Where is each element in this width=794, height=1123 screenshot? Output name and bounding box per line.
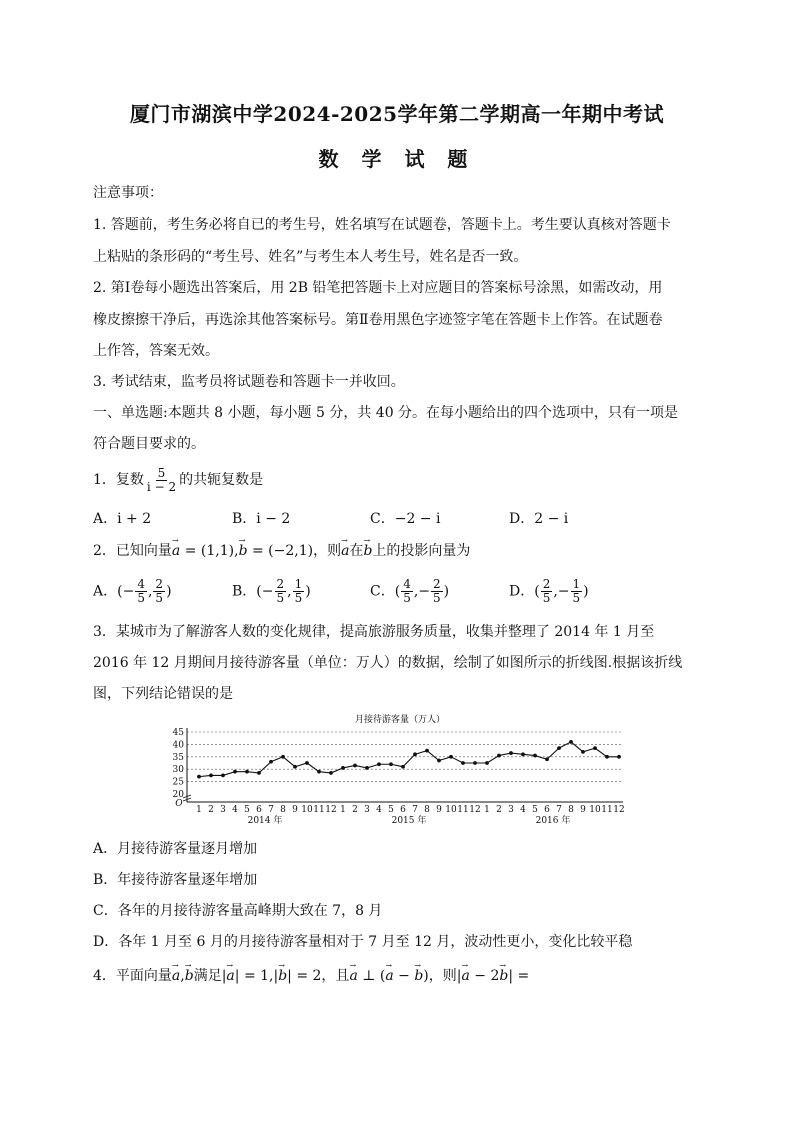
q3-option-d: D．各年 1 月至 6 月的月接待游客量相对于 7 月至 12 月，波动性更小，变化比较平稳	[93, 934, 633, 950]
q2-option-a-n2: 2	[155, 577, 164, 591]
y-tick-25: 25	[172, 777, 184, 788]
q2-option-d-sep: ,−	[553, 583, 570, 600]
x-tick-21: 9	[436, 805, 442, 815]
x-tick-13: 1	[340, 805, 346, 815]
data-point-18	[401, 765, 405, 769]
q2-option-c-label: C．	[370, 583, 395, 600]
chart-series	[197, 740, 621, 779]
q1-fraction-numerator: 5	[157, 465, 166, 480]
q2-mid: 在	[349, 543, 364, 559]
q2-prefix: 2．已知向量	[93, 543, 172, 559]
x-tick-15: 3	[364, 805, 370, 815]
question-3-line-1: 3．某城市为了解游客人数的变化规律，提高旅游服务质量，收集并整理了 2014 年 1 月至	[93, 624, 655, 640]
data-point-8	[281, 755, 285, 759]
notice-item-2-line-3: 上作答，答案无效。	[93, 343, 219, 359]
q2-option-b-open: (−	[256, 583, 274, 600]
q2-option-a-frac2	[153, 578, 165, 605]
q4-vector-b: → b	[185, 966, 194, 986]
q2-option-b-sep: ,	[287, 583, 292, 600]
exam-subtitle: 数 学 试 题	[318, 147, 476, 171]
x-tick-9: 9	[292, 805, 298, 815]
q4-cond1: 满足|	[193, 968, 227, 984]
x-tick-26: 2	[496, 805, 502, 815]
data-point-3	[221, 774, 225, 778]
x-tick-32: 8	[568, 805, 574, 815]
q1-fraction	[145, 467, 178, 494]
q2-option-a-sep: ,	[147, 583, 153, 600]
x-tick-11: 11	[313, 805, 325, 815]
q4-cond3: | = 2，且	[287, 968, 350, 984]
q2-option-d-open: (	[534, 583, 540, 600]
q2-option-c-n1: 4	[403, 577, 411, 591]
data-point-5	[245, 770, 249, 774]
year-label-3: 2016 年	[535, 816, 571, 826]
q4-close: )，则|	[423, 968, 462, 984]
exam-title: 厦门市湖滨中学2024-2025学年第二学期高一年期中考试	[129, 102, 665, 126]
q4-vector-b-3: → b	[414, 966, 423, 986]
q2-option-a-label: A．	[93, 583, 118, 600]
data-point-10	[305, 761, 309, 765]
q2-option-a-open: (−	[117, 583, 135, 600]
q2-option-d-frac2	[571, 578, 583, 605]
x-tick-14: 2	[352, 805, 358, 815]
data-point-6	[257, 771, 261, 775]
notice-item-1-line-2: 上粘贴的条形码的“考生号、姓名”与考生本人考生号，姓名是否一致。	[93, 249, 528, 265]
question-4	[93, 966, 705, 986]
q2-option-d-n2: 1	[572, 577, 581, 591]
data-point-25	[485, 761, 489, 765]
q2-option-c-sep: ,−	[413, 583, 431, 600]
q2-option-a-d1: 5	[137, 591, 145, 605]
y-tick-40: 40	[172, 740, 184, 751]
data-point-21	[437, 759, 441, 763]
x-tick-17: 5	[388, 805, 394, 815]
q2-option-b-n1: 2	[276, 577, 285, 591]
y-tick-30: 30	[172, 765, 184, 776]
q2-vector-b-ref: → b	[363, 541, 372, 561]
x-tick-5: 5	[244, 805, 250, 815]
q2-option-a-d2: 5	[155, 591, 164, 605]
x-tick-3: 3	[220, 805, 226, 815]
q4-vector-a-3: → a	[349, 966, 357, 986]
x-tick-6: 6	[256, 805, 262, 815]
series-line-1	[199, 742, 619, 777]
x-tick-29: 5	[532, 805, 538, 815]
q2-option-c-open: (	[394, 583, 401, 600]
q2-option-d-close: )	[583, 583, 589, 600]
data-point-28	[521, 752, 525, 756]
data-point-20	[425, 749, 429, 753]
y-tick-35: 35	[172, 752, 184, 763]
q2-vector-b: → b	[239, 541, 248, 561]
year-label-1: 2014 年	[247, 816, 283, 826]
chart-svg	[165, 710, 635, 830]
q2-option-a-frac1	[135, 578, 147, 605]
x-tick-31: 7	[556, 805, 562, 815]
x-tick-10: 10	[301, 805, 313, 815]
data-point-27	[509, 751, 513, 755]
q2-option-d	[509, 578, 589, 605]
q2-option-a-close: )	[166, 583, 172, 600]
data-point-22	[449, 755, 453, 759]
x-tick-1: 1	[196, 805, 202, 815]
data-point-35	[605, 755, 609, 759]
q2-option-c	[370, 578, 449, 605]
q2-option-b-frac2	[293, 578, 305, 605]
data-point-24	[473, 761, 477, 765]
section-1-line-1: 一、单选题:本题共 8 小题，每小题 5 分，共 40 分。在每小题给出的四个选项中，只有一项是	[93, 405, 679, 421]
year-label-2: 2015 年	[391, 816, 427, 826]
q1-option-b: B．i − 2	[232, 511, 291, 527]
q2-vector-a: → a	[172, 541, 180, 561]
data-point-17	[389, 762, 393, 766]
q2-option-d-d1: 5	[542, 591, 551, 605]
x-tick-24: 12	[469, 805, 481, 815]
q2-option-c-close: )	[443, 583, 450, 600]
notice-item-2-line-1: 2. 第Ⅰ卷每小题选出答案后，用 2B 铅笔把答题卡上对应题目的答案标号涂黑，如需改动，用	[93, 280, 663, 296]
q4-vector-a: → a	[172, 966, 180, 986]
q2-option-b	[232, 578, 311, 605]
question-3-line-2: 2016 年 12 月期间月接待游客量（单位：万人）的数据，绘制了如图所示的折线图.根据该折线	[93, 655, 683, 671]
q2-suffix: 上的投影向量为	[372, 543, 471, 559]
q2-option-b-d2: 5	[294, 591, 303, 605]
data-point-30	[545, 757, 549, 761]
data-point-11	[317, 770, 321, 774]
data-point-15	[365, 766, 369, 770]
q4-comma: ,	[180, 968, 185, 984]
data-point-29	[533, 754, 537, 758]
x-tick-8: 8	[280, 805, 286, 815]
notice-item-3: 3. 考试结束，监考员将试题卷和答题卡一并收回。	[93, 374, 405, 390]
data-point-34	[593, 746, 597, 750]
q1-suffix: 的共轭复数是	[179, 472, 264, 488]
q4-vector-b-2: → b	[278, 966, 287, 986]
x-tick-34: 10	[589, 805, 601, 815]
x-tick-22: 10	[445, 805, 457, 815]
x-tick-23: 11	[457, 805, 469, 815]
q4-minus: −	[393, 968, 415, 984]
question-1	[93, 466, 705, 494]
x-tick-18: 6	[400, 805, 406, 815]
q1-prefix: 1．复数	[93, 472, 144, 488]
q2-option-c-d1: 5	[403, 591, 411, 605]
x-tick-16: 4	[376, 805, 382, 815]
q2-option-b-frac1	[275, 578, 287, 605]
data-point-36	[617, 755, 621, 759]
q1-option-c: C．−2 − i	[370, 511, 441, 527]
q2-option-c-n2: 2	[433, 577, 441, 591]
q4-vector-a-2: → a	[226, 966, 234, 986]
q4-vector-a-4: → a	[385, 966, 393, 986]
q1-fraction-denominator: i − 2	[146, 479, 177, 494]
x-tick-2: 2	[208, 805, 214, 815]
data-point-1	[197, 775, 201, 779]
q2-eq-a: = (1,1),	[180, 543, 239, 559]
data-point-32	[569, 740, 573, 744]
data-point-14	[353, 764, 357, 768]
q2-option-b-label: B．	[232, 583, 257, 600]
x-tick-28: 4	[520, 805, 526, 815]
q3-option-a: A．月接待游客量逐月增加	[93, 841, 258, 857]
q2-vector-a-ref: → a	[341, 541, 349, 561]
q4-tail-minus: − 2	[469, 968, 500, 984]
section-1-line-2: 符合题目要求的。	[93, 436, 205, 452]
q4-vector-b-4: → b	[499, 966, 508, 986]
q2-option-b-d1: 5	[276, 591, 285, 605]
data-point-16	[377, 762, 381, 766]
q2-option-d-n1: 2	[542, 577, 551, 591]
q2-option-c-frac2	[431, 578, 443, 605]
data-point-4	[233, 770, 237, 774]
visitor-line-chart	[165, 710, 635, 830]
q2-option-a-n1: 4	[137, 577, 145, 591]
data-point-2	[209, 774, 213, 778]
x-tick-30: 6	[544, 805, 550, 815]
q2-option-c-frac1	[401, 578, 413, 605]
q2-option-b-close: )	[305, 583, 311, 600]
x-tick-33: 9	[580, 805, 586, 815]
y-tick-45: 45	[172, 728, 184, 738]
q4-prefix: 4．平面向量	[93, 968, 172, 984]
q4-cond2: | = 1,|	[234, 968, 279, 984]
x-tick-12: 12	[325, 805, 337, 815]
data-point-13	[341, 766, 345, 770]
q1-option-a: A．i + 2	[93, 511, 152, 527]
q3-option-b: B．年接待游客量逐年增加	[93, 872, 258, 888]
data-point-31	[557, 746, 561, 750]
q4-vector-a-5: → a	[461, 966, 469, 986]
question-3-line-3: 图，下列结论错误的是	[93, 686, 233, 702]
data-point-7	[269, 760, 273, 764]
origin-label: O	[175, 799, 183, 809]
q2-eq-b: = (−2,1)，则	[247, 543, 342, 559]
q3-option-c: C．各年的月接待游客量高峰期大致在 7，8 月	[93, 903, 383, 919]
notice-item-2-line-2: 橡皮擦擦干净后，再选涂其他答案标号。第Ⅱ卷用黑色字迹签字笔在答题卡上作答。在试题卷	[93, 312, 663, 328]
q2-option-d-label: D．	[509, 583, 535, 600]
chart-title: 月接待游客量（万人）	[354, 715, 446, 725]
x-tick-36: 12	[613, 805, 625, 815]
q2-option-c-d2: 5	[433, 591, 441, 605]
x-tick-35: 11	[601, 805, 613, 815]
x-tick-25: 1	[484, 805, 490, 815]
q1-option-d: D．2 − i	[509, 511, 569, 527]
chart-grid	[187, 732, 621, 782]
notice-header: 注意事项：	[93, 185, 163, 201]
x-tick-7: 7	[268, 805, 274, 815]
x-tick-4: 4	[232, 805, 238, 815]
y-tick-20: 20	[172, 790, 184, 800]
x-tick-27: 3	[508, 805, 514, 815]
q2-option-a	[93, 578, 172, 605]
q2-option-b-n2: 1	[294, 577, 303, 591]
notice-item-1-line-1: 1. 答题前，考生务必将自已的考生号，姓名填写在试题卷，答题卡上。考生要认真核对答题卡	[93, 217, 671, 233]
data-point-9	[293, 765, 297, 769]
q2-option-d-frac1	[541, 578, 553, 605]
data-point-23	[461, 761, 465, 765]
q2-option-d-d2: 5	[572, 591, 581, 605]
data-point-19	[413, 752, 417, 756]
q4-perp: ⊥ (	[357, 968, 386, 984]
chart-axes	[173, 728, 625, 826]
question-2	[93, 541, 705, 561]
data-point-26	[497, 754, 501, 758]
q4-tail-end: | =	[508, 968, 530, 984]
x-tick-20: 8	[424, 805, 430, 815]
data-point-12	[329, 771, 333, 775]
data-point-33	[581, 750, 585, 754]
x-tick-19: 7	[412, 805, 418, 815]
